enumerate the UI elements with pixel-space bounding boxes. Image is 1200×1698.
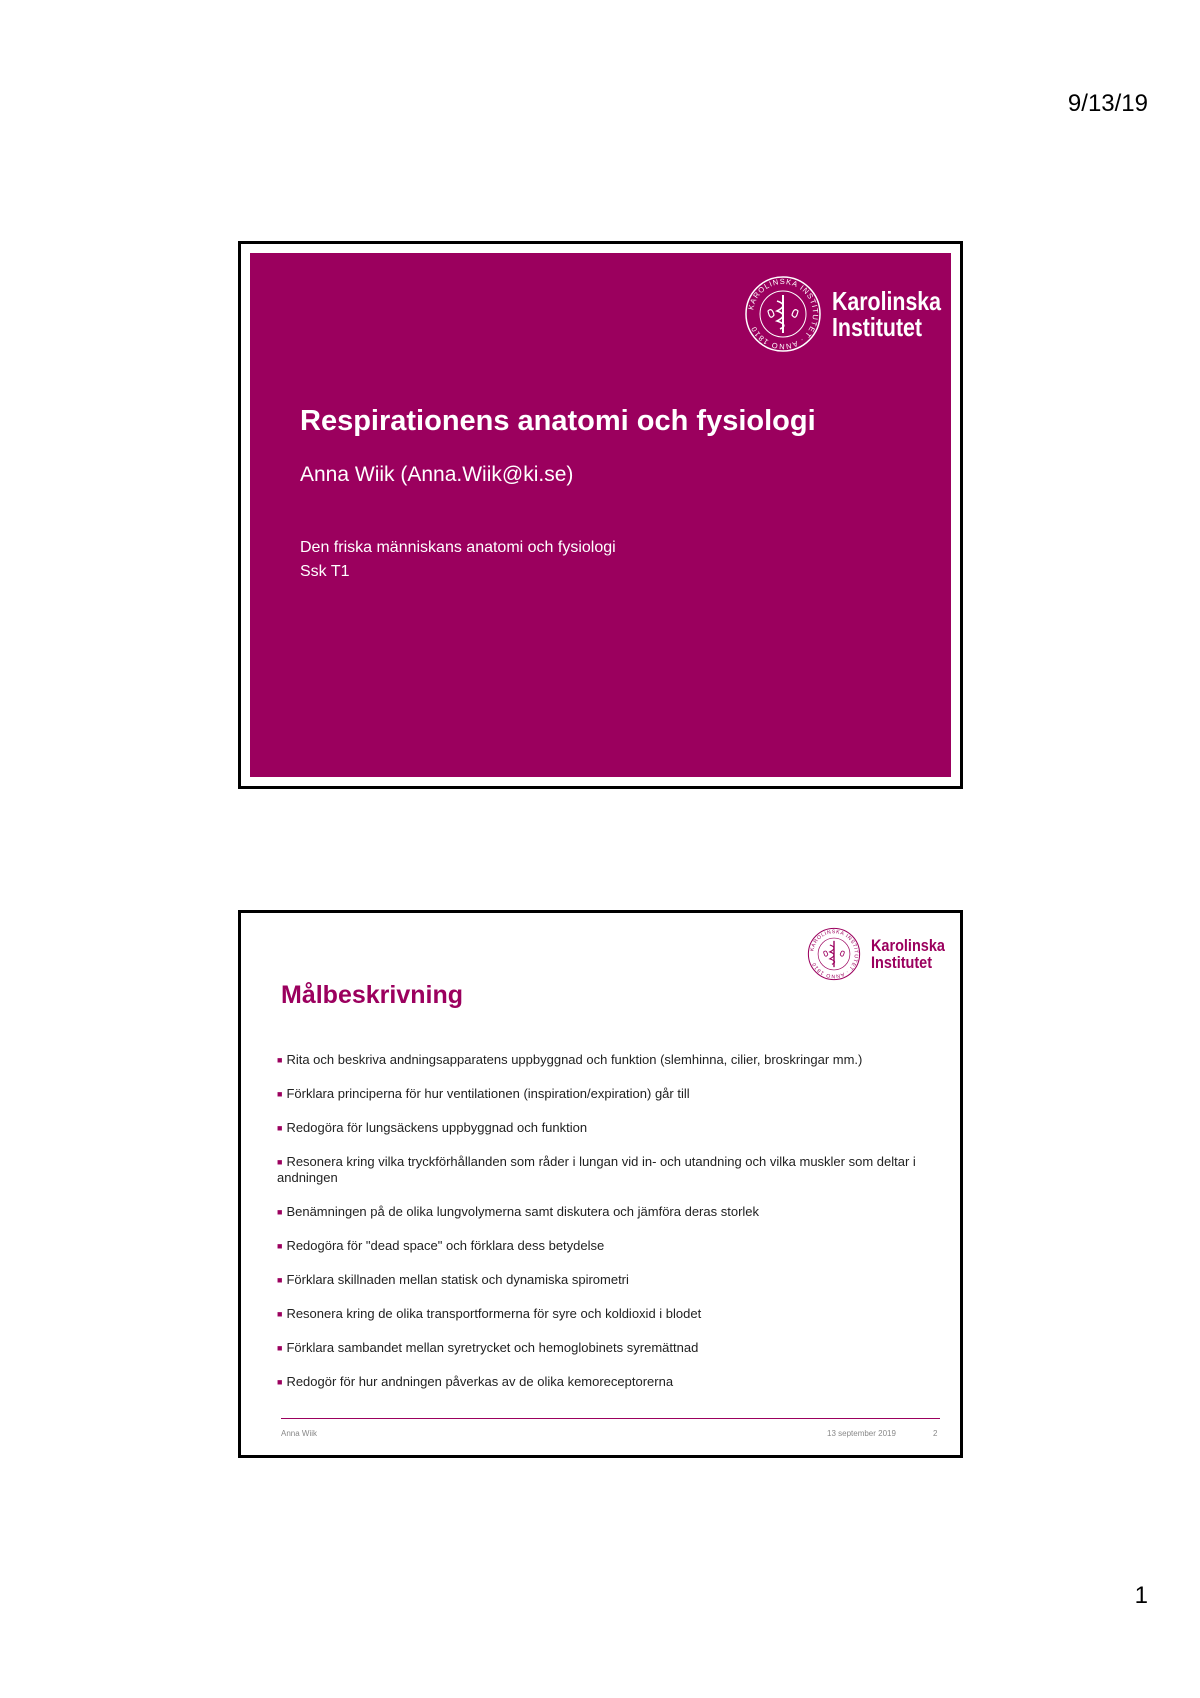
list-item-text: Resonera kring de olika transportformerna för syre och koldioxid i blodet — [286, 1306, 702, 1321]
course-line-1: Den friska människans anatomi och fysiologi — [300, 539, 616, 556]
logo-line-2: Institutet — [871, 953, 933, 972]
footer-date: 13 september 2019 — [827, 1429, 896, 1438]
bullet-icon: ■ — [277, 1377, 283, 1387]
bullet-icon: ■ — [277, 1275, 283, 1285]
list-item-text: Benämningen på de olika lungvolymerna samt diskutera och jämföra deras storlek — [286, 1204, 760, 1219]
list-item-text: Rita och beskriva andningsapparatens uppbyggnad och funktion (slemhinna, cilier, broskringar mm.) — [286, 1052, 863, 1067]
slide-1-author: Anna Wiik (Anna.Wiik@ki.se) — [300, 463, 574, 486]
slide-1 — [250, 253, 951, 777]
bullet-icon: ■ — [277, 1343, 283, 1353]
slide-1-frame — [238, 241, 963, 789]
course-line-2: Ssk T1 — [300, 563, 350, 580]
list-item — [277, 1340, 927, 1356]
list-item-text: Förklara skillnaden mellan statisk och dynamiska spirometri — [286, 1272, 629, 1287]
svg-text:KAROLINSKA INSTITUTET · ANNO 1: KAROLINSKA INSTITUTET · ANNO 1810 — [809, 929, 859, 979]
page-date: 9/13/19 — [1067, 90, 1148, 117]
ki-logo — [744, 275, 965, 353]
list-item-text: Redogöra för "dead space" och förklara dess betydelse — [286, 1238, 605, 1253]
logo-line-1: Karolinska — [871, 936, 945, 955]
footer-author: Anna Wiik — [281, 1429, 318, 1438]
ki-logo-text — [832, 288, 941, 340]
list-item — [277, 1374, 927, 1390]
slide-2-frame — [238, 910, 963, 1458]
bullet-icon: ■ — [277, 1241, 283, 1251]
objectives-list — [277, 1052, 927, 1390]
list-item — [277, 1272, 927, 1288]
slide-2-title: Målbeskrivning — [281, 981, 463, 1009]
list-item — [277, 1204, 927, 1220]
slide-1-course — [300, 536, 616, 584]
page-number: 1 — [1134, 1582, 1148, 1609]
bullet-icon: ■ — [277, 1157, 283, 1167]
list-item — [277, 1306, 927, 1322]
ki-seal-icon — [744, 275, 822, 353]
bullet-icon: ■ — [277, 1055, 283, 1065]
ki-logo-text — [871, 937, 945, 971]
list-item-text: Redogör för hur andningen påverkas av de olika kemoreceptorerna — [286, 1374, 674, 1389]
logo-line-2: Institutet — [832, 312, 923, 342]
list-item-text: Resonera kring vilka tryckförhållanden som råder i lungan vid in- och utandning och vilka muskler som deltar i andningen — [277, 1154, 916, 1185]
list-item-text: Redogöra för lungsäckens uppbyggnad och funktion — [286, 1120, 588, 1135]
ki-seal-icon — [807, 927, 861, 981]
slide-1-title: Respirationens anatomi och fysiologi — [300, 405, 816, 437]
list-item-text: Förklara sambandet mellan syretrycket och hemoglobinets syremättnad — [286, 1340, 699, 1355]
bullet-icon: ■ — [277, 1089, 283, 1099]
list-item — [277, 1238, 927, 1254]
list-item — [277, 1052, 927, 1068]
bullet-icon: ■ — [277, 1123, 283, 1133]
list-item — [277, 1086, 927, 1102]
bullet-icon: ■ — [277, 1207, 283, 1217]
svg-text:KAROLINSKA INSTITUTET · ANNO 1: KAROLINSKA INSTITUTET · ANNO 1810 — [746, 276, 821, 352]
ki-logo — [807, 927, 958, 981]
footer-divider — [281, 1418, 940, 1419]
logo-line-1: Karolinska — [832, 286, 942, 316]
list-item — [277, 1120, 927, 1136]
footer-slide-number: 2 — [933, 1429, 938, 1438]
bullet-icon: ■ — [277, 1309, 283, 1319]
list-item-text: Förklara principerna för hur ventilationen (inspiration/expiration) går till — [286, 1086, 690, 1101]
list-item — [277, 1154, 927, 1186]
